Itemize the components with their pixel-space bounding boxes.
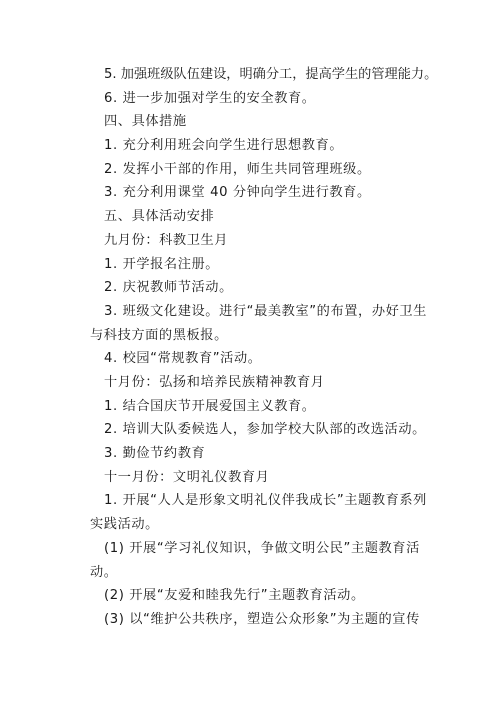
text-line: 动。 — [90, 565, 118, 580]
text-line: 6. 进一步加强对学生的安全教育。 — [104, 91, 316, 106]
text-line: (2) 开展“友爱和睦我先行”主题教育活动。 — [104, 588, 365, 603]
text-line: 3. 勤俭节约教育 — [104, 446, 206, 461]
section-heading: 四、具体措施 — [104, 114, 187, 129]
text-line: 2. 培训大队委候选人，参加学校大队部的改选活动。 — [104, 422, 426, 437]
month-heading: 十一月份：文明礼仪教育月 — [104, 470, 270, 485]
text-line: (1) 开展“学习礼仪知识，争做文明公民”主题教育活 — [104, 541, 420, 556]
text-line: 3. 班级文化建设。进行“最美教室”的布置，办好卫生 — [104, 304, 427, 319]
text-line: 2. 发挥小干部的作用，师生共同管理班级。 — [104, 162, 371, 177]
month-heading: 九月份：科教卫生月 — [104, 233, 229, 248]
text-line: 2. 庆祝教师节活动。 — [104, 280, 233, 295]
text-line: 实践活动。 — [90, 517, 159, 532]
text-line: 1. 开学报名注册。 — [104, 257, 220, 272]
text-line: 5. 加强班级队伍建设，明确分工，提高学生的管理能力。 — [104, 67, 438, 82]
text-line: 1. 充分利用班会向学生进行思想教育。 — [104, 138, 344, 153]
section-heading: 五、具体活动安排 — [104, 209, 215, 224]
text-line: 3. 充分利用课堂 40 分钟向学生进行教育。 — [104, 185, 371, 200]
text-line: 1. 结合国庆节开展爱国主义教育。 — [104, 399, 316, 414]
month-heading: 十月份：弘扬和培养民族精神教育月 — [104, 375, 325, 390]
text-line: 4. 校园“常规教育”活动。 — [104, 351, 262, 366]
text-line: (3) 以“维护公共秩序，塑造公众形象”为主题的宣传 — [104, 612, 420, 627]
text-line: 1. 开展“人人是形象文明礼仪伴我成长”主题教育系列 — [104, 493, 427, 508]
text-line: 与科技方面的黑板报。 — [90, 328, 228, 343]
